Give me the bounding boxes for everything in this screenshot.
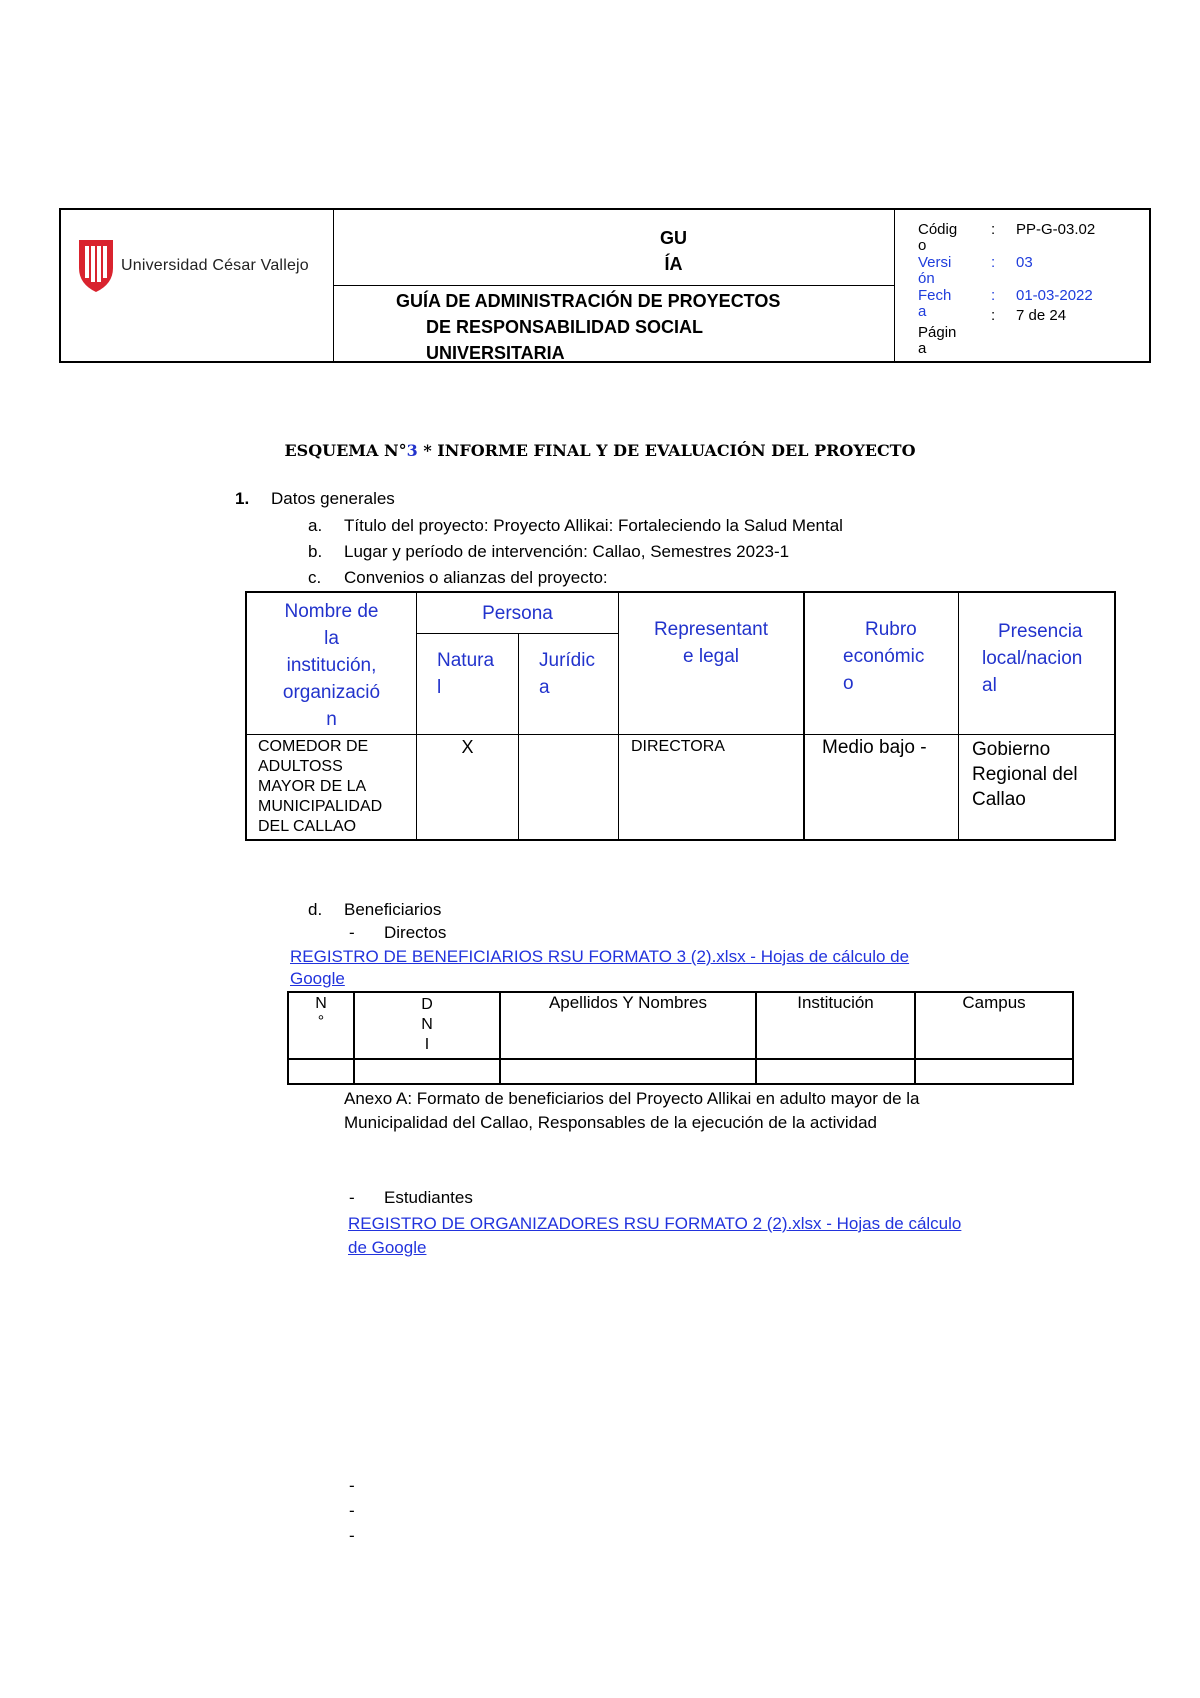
anexo-caption: Anexo A: Formato de beneficiarios del Proyecto Allikai en adulto mayor de la Municipalidad del Callao, Responsables de la ejecución de la actividad (344, 1089, 920, 1132)
header-natural: Natura l (437, 650, 495, 698)
header-subtitle: GUÍA DE ADMINISTRACIÓN DE PROYECTOS DE RESPONSABILIDAD SOCIAL UNIVERSITARIA (396, 291, 781, 363)
list-item-titulo: Título del proyecto: Proyecto Allikai: Fortaleciendo la Salud Mental (344, 516, 843, 535)
codigo-label: Códig o (918, 221, 958, 254)
university-logo (77, 238, 309, 294)
organizadores-link[interactable]: REGISTRO DE ORGANIZADORES RSU FORMATO 2 (2).xlsx - Hojas de cálculo de Google (348, 1214, 962, 1257)
section-label: Datos generales (271, 489, 395, 508)
list-letter: b. (308, 542, 323, 561)
header-dni: D N I (421, 996, 433, 1053)
pagina-label: Págin a (918, 324, 957, 357)
header-persona: Persona (482, 603, 553, 624)
list-item-lugar: Lugar y período de intervención: Callao, Semestres 2023-1 (344, 542, 790, 561)
schema-number: 3 (406, 441, 418, 460)
ucv-shield-icon (77, 238, 115, 294)
list-letter: d. (308, 900, 323, 919)
fecha-label: Fech a (918, 287, 952, 320)
schema-title: ESQUEMA N°3 * INFORME FINAL Y DE EVALUACIÓN DEL PROYECTO (284, 441, 916, 460)
cell-representante: DIRECTORA (631, 738, 725, 755)
header-juridica: Jurídic a (539, 650, 595, 698)
cell-nombre: COMEDOR DE ADULTOSS MAYOR DE LA MUNICIPALIDAD DEL CALLAO (258, 738, 383, 835)
bullet-dash: - (349, 1501, 355, 1520)
version-label: Versi ón (918, 254, 952, 287)
bullet-dash: - (349, 1526, 355, 1545)
bullet-dash: - (349, 1188, 355, 1207)
header-divider (333, 285, 894, 286)
cell-rubro: Medio bajo - (822, 737, 927, 758)
header-rubro: Rubro económic o (843, 619, 925, 694)
directos-label: Directos (384, 923, 447, 942)
bullet-dash: - (349, 923, 355, 942)
pagina-value: 7 de 24 (1016, 307, 1067, 324)
header-n: N ° (315, 995, 327, 1030)
header-nombre: Nombre de la institución, organizació n (282, 601, 381, 730)
meta-colon: : (991, 287, 996, 304)
beneficiarios-label: Beneficiarios (344, 900, 442, 919)
estudiantes-label: Estudiantes (384, 1188, 473, 1207)
meta-colon: : (991, 254, 996, 271)
list-item-convenios: Convenios o alianzas del proyecto: (344, 568, 608, 587)
header-apellidos: Apellidos Y Nombres (548, 993, 708, 1012)
header-title-line2: ÍA (664, 254, 683, 274)
header-institucion: Institución (797, 993, 874, 1012)
list-letter: a. (308, 516, 323, 535)
version-value: 03 (1016, 254, 1033, 271)
meta-colon: : (991, 221, 996, 238)
document-header (59, 208, 1151, 363)
header-representante: Representant e legal (653, 619, 769, 667)
list-letter: c. (308, 568, 322, 587)
bullet-dash: - (349, 1476, 355, 1495)
codigo-value: PP-G-03.02 (1016, 221, 1096, 238)
header-title-line1: GU (660, 228, 687, 248)
fecha-value: 01-03-2022 (1016, 287, 1093, 304)
beneficiarios-link[interactable]: REGISTRO DE BENEFICIARIOS RSU FORMATO 3 (2).xlsx - Hojas de cálculo de Google (290, 947, 910, 988)
header-presencia: Presencia local/nacion al (982, 621, 1083, 696)
cell-presencia: Gobierno Regional del Callao (972, 739, 1078, 810)
logo-text: Universidad César Vallejo (121, 257, 309, 274)
section-number: 1. (235, 489, 250, 508)
cell-natural: X (461, 737, 474, 757)
header-campus: Campus (962, 993, 1026, 1012)
meta-colon: : (991, 307, 996, 324)
